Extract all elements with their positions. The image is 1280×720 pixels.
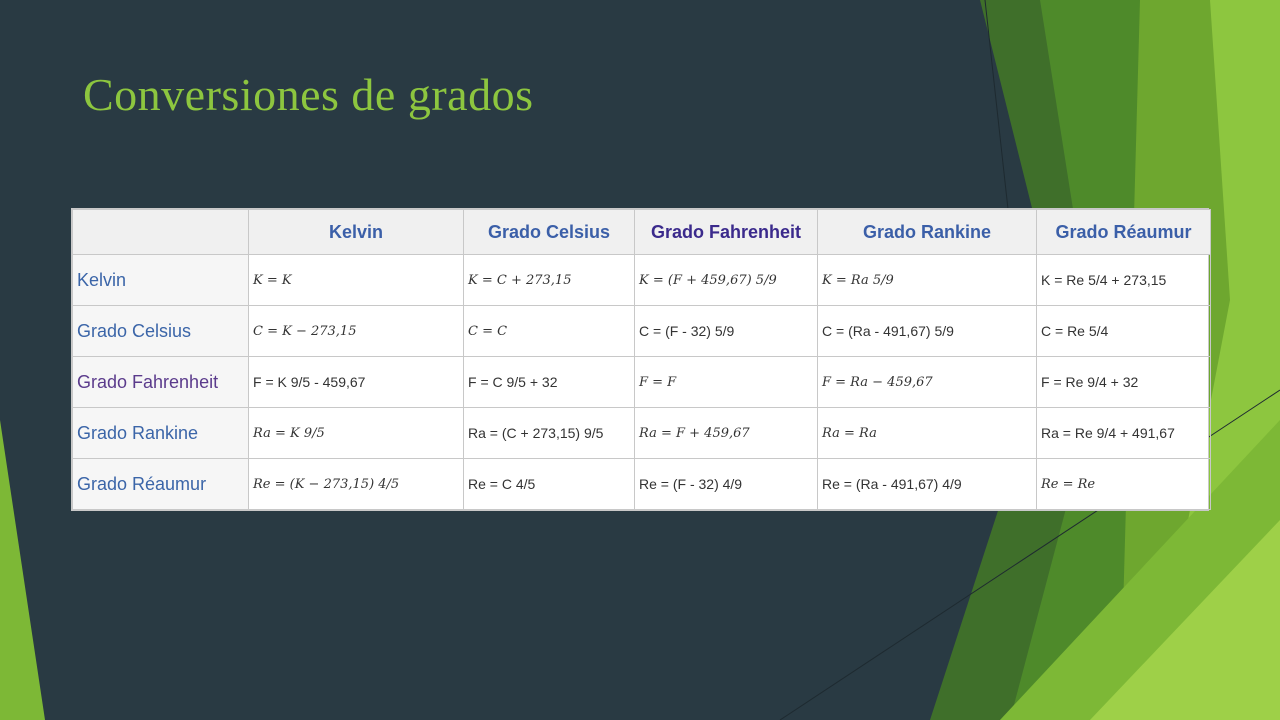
formula-cell: F = K 9/5 - 459,67 bbox=[249, 357, 464, 408]
table-row bbox=[73, 306, 1211, 357]
formula-cell: F = C 9/5 + 32 bbox=[464, 357, 635, 408]
formula-cell: Re = (K − 273,15) 4/5 bbox=[249, 459, 464, 510]
formula-cell: K = (F + 459,67) 5/9 bbox=[635, 255, 818, 306]
slide-title: Conversiones de grados bbox=[83, 69, 534, 120]
formula-cell: K = C + 273,15 bbox=[464, 255, 635, 306]
green-shard-left bbox=[0, 420, 45, 720]
conversion-table bbox=[71, 208, 1209, 511]
table-header-row bbox=[73, 210, 1211, 255]
formula-cell: K = Ra 5/9 bbox=[818, 255, 1037, 306]
column-header-reaumur[interactable]: Grado Réaumur bbox=[1037, 210, 1211, 255]
formula-cell: Ra = Re 9/4 + 491,67 bbox=[1037, 408, 1211, 459]
formula-cell: Re = (Ra - 491,67) 4/9 bbox=[818, 459, 1037, 510]
formula-cell: Ra = Ra bbox=[818, 408, 1037, 459]
formula-cell: Ra = (C + 273,15) 9/5 bbox=[464, 408, 635, 459]
formula-cell: C = K − 273,15 bbox=[249, 306, 464, 357]
formula-cell: Re = C 4/5 bbox=[464, 459, 635, 510]
row-header-reaumur[interactable]: Grado Réaumur bbox=[73, 459, 249, 510]
table-row bbox=[73, 357, 1211, 408]
row-header-celsius[interactable]: Grado Celsius bbox=[73, 306, 249, 357]
formula-cell: K = Re 5/4 + 273,15 bbox=[1037, 255, 1211, 306]
table-row bbox=[73, 255, 1211, 306]
column-header-kelvin[interactable]: Kelvin bbox=[249, 210, 464, 255]
table-row bbox=[73, 408, 1211, 459]
formula-cell: C = (F - 32) 5/9 bbox=[635, 306, 818, 357]
formula-cell: Ra = K 9/5 bbox=[249, 408, 464, 459]
column-header-fahrenheit[interactable]: Grado Fahrenheit bbox=[635, 210, 818, 255]
formula-cell: Ra = F + 459,67 bbox=[635, 408, 818, 459]
column-header-rankine[interactable]: Grado Rankine bbox=[818, 210, 1037, 255]
formula-cell: F = F bbox=[635, 357, 818, 408]
formula-cell: F = Ra − 459,67 bbox=[818, 357, 1037, 408]
table-row bbox=[73, 459, 1211, 510]
formula-cell: F = Re 9/4 + 32 bbox=[1037, 357, 1211, 408]
row-header-kelvin[interactable]: Kelvin bbox=[73, 255, 249, 306]
formula-cell: Re = Re bbox=[1037, 459, 1211, 510]
row-header-rankine[interactable]: Grado Rankine bbox=[73, 408, 249, 459]
formula-cell: K = K bbox=[249, 255, 464, 306]
column-header-celsius[interactable]: Grado Celsius bbox=[464, 210, 635, 255]
formula-cell: Re = (F - 32) 4/9 bbox=[635, 459, 818, 510]
formula-cell: C = Re 5/4 bbox=[1037, 306, 1211, 357]
table-corner-cell bbox=[73, 210, 249, 255]
formula-cell: C = C bbox=[464, 306, 635, 357]
formula-cell: C = (Ra - 491,67) 5/9 bbox=[818, 306, 1037, 357]
row-header-fahrenheit[interactable]: Grado Fahrenheit bbox=[73, 357, 249, 408]
